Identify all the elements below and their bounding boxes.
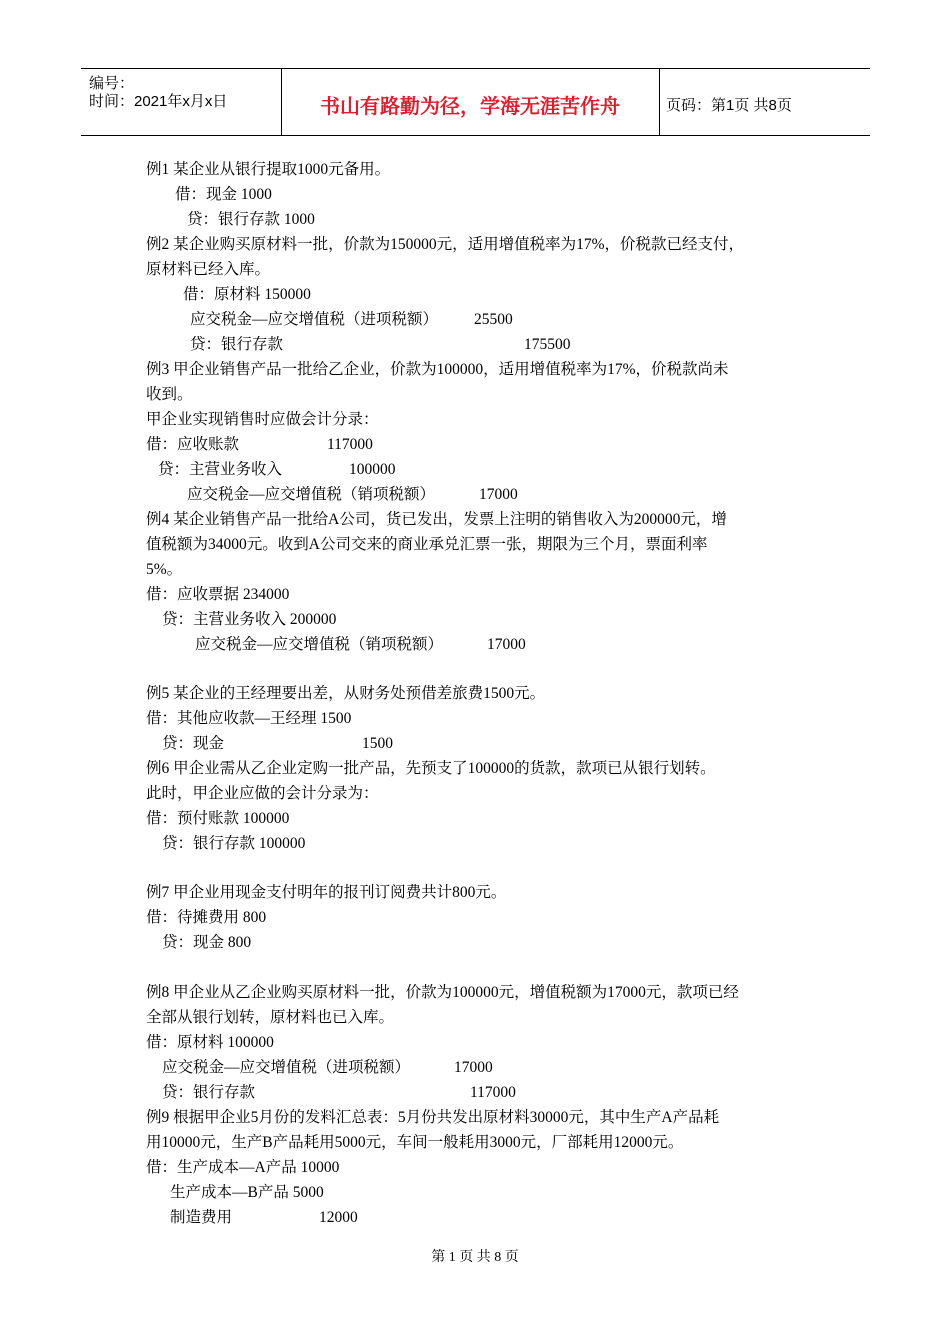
text-line: 借：其他应收款—王经理 1500	[146, 710, 352, 727]
header-page-info: 页码：第1页 共8页	[666, 97, 792, 114]
text-line	[170, 1208, 358, 1228]
entry-label: 借：应收账款	[146, 436, 240, 453]
entry-amount: 117000	[327, 436, 373, 453]
text-line	[195, 635, 526, 655]
text-line: 甲企业实现销售时应做会计分录：	[146, 411, 379, 428]
text-line: 例2 某企业购买原材料一批，价款为150000元，适用增值税率为17%，价税款已经支付，	[146, 236, 745, 253]
entry-label: 应交税金—应交增值税（销项税额）	[187, 486, 436, 503]
text-line: 例7 甲企业用现金支付明年的报刊订阅费共计800元。	[146, 884, 507, 901]
entry-label: 贷：主营业务收入	[158, 461, 283, 478]
entry-amount: 100000	[349, 461, 396, 478]
text-line: 贷：银行存款 1000	[187, 211, 315, 228]
entry-label: 贷：现金	[162, 735, 225, 752]
header-bottom-rule	[81, 135, 870, 136]
entry-label: 贷：银行存款	[162, 1084, 256, 1101]
text-line: 借：预付账款 100000	[146, 810, 290, 827]
text-line: 贷：银行存款 100000	[162, 835, 306, 852]
text-line	[158, 460, 396, 480]
text-line	[146, 435, 373, 455]
header-code-label: 编号：	[89, 75, 135, 92]
text-line: 借：原材料 100000	[146, 1034, 274, 1051]
header-time-label: 时间：2021年x月x日	[89, 93, 228, 110]
entry-amount: 17000	[487, 636, 526, 653]
page-header	[81, 68, 870, 136]
entry-label: 贷：银行存款	[190, 336, 284, 353]
entry-label: 应交税金—应交增值税（销项税额）	[195, 636, 444, 653]
text-line: 借：原材料 150000	[183, 286, 311, 303]
text-line: 例5 某企业的王经理要出差，从财务处预借差旅费1500元。	[146, 685, 546, 702]
text-line: 用10000元，生产B产品耗用5000元，车间一般耗用3000元，厂部耗用12000元。	[146, 1134, 684, 1151]
text-line: 借：应收票据 234000	[146, 586, 290, 603]
header-top-rule	[81, 68, 870, 69]
text-line	[190, 310, 513, 330]
header-motto: 书山有路勤为径，学海无涯苦作舟	[320, 94, 620, 118]
text-line	[162, 1083, 516, 1103]
text-line	[162, 734, 393, 754]
text-line: 此时，甲企业应做的会计分录为：	[146, 785, 379, 802]
page-footer: 第 1 页 共 8 页	[431, 1250, 519, 1265]
text-line	[162, 1058, 493, 1078]
text-line: 例8 甲企业从乙企业购买原材料一批，价款为100000元，增值税额为17000元，款项已经	[146, 984, 739, 1001]
header-divider-right	[659, 68, 660, 136]
text-line	[187, 485, 518, 505]
entry-amount: 17000	[454, 1059, 493, 1076]
text-line: 例9 根据甲企业5月份的发料汇总表：5月份共发出原材料30000元，其中生产A产品耗	[146, 1109, 720, 1126]
entry-label: 制造费用	[170, 1209, 233, 1226]
text-line: 5%。	[146, 561, 183, 578]
text-line: 全部从银行划转，原材料也已入库。	[146, 1009, 395, 1026]
text-line	[190, 335, 571, 355]
text-line: 收到。	[146, 386, 193, 403]
text-line: 值税额为34000元。收到A公司交来的商业承兑汇票一张，期限为三个月，票面利率	[146, 536, 708, 553]
entry-amount: 175500	[524, 336, 571, 353]
text-line: 例4 某企业销售产品一批给A公司，货已发出，发票上注明的销售收入为200000元，增	[146, 511, 727, 528]
text-line: 例1 某企业从银行提取1000元备用。	[146, 161, 391, 178]
text-line: 借：生产成本—A产品 10000	[146, 1159, 340, 1176]
entry-label: 应交税金—应交增值税（进项税额）	[162, 1059, 411, 1076]
text-line: 贷：主营业务收入 200000	[162, 611, 337, 628]
entry-amount: 117000	[470, 1084, 516, 1101]
text-line: 借：现金 1000	[175, 186, 272, 203]
entry-amount: 1500	[362, 735, 393, 752]
text-line: 原材料已经入库。	[146, 261, 271, 278]
entry-amount: 17000	[479, 486, 518, 503]
text-line: 贷：现金 800	[162, 934, 252, 951]
text-line: 例6 甲企业需从乙企业定购一批产品，先预支了100000的货款，款项已从银行划转。	[146, 760, 716, 777]
text-line: 例3 甲企业销售产品一批给乙企业，价款为100000，适用增值税率为17%，价税款尚未	[146, 361, 729, 378]
entry-amount: 12000	[319, 1209, 358, 1226]
entry-amount: 25500	[474, 311, 513, 328]
text-line: 借：待摊费用 800	[146, 909, 267, 926]
entry-label: 应交税金—应交增值税（进项税额）	[190, 311, 439, 328]
text-line: 生产成本—B产品 5000	[170, 1184, 324, 1201]
